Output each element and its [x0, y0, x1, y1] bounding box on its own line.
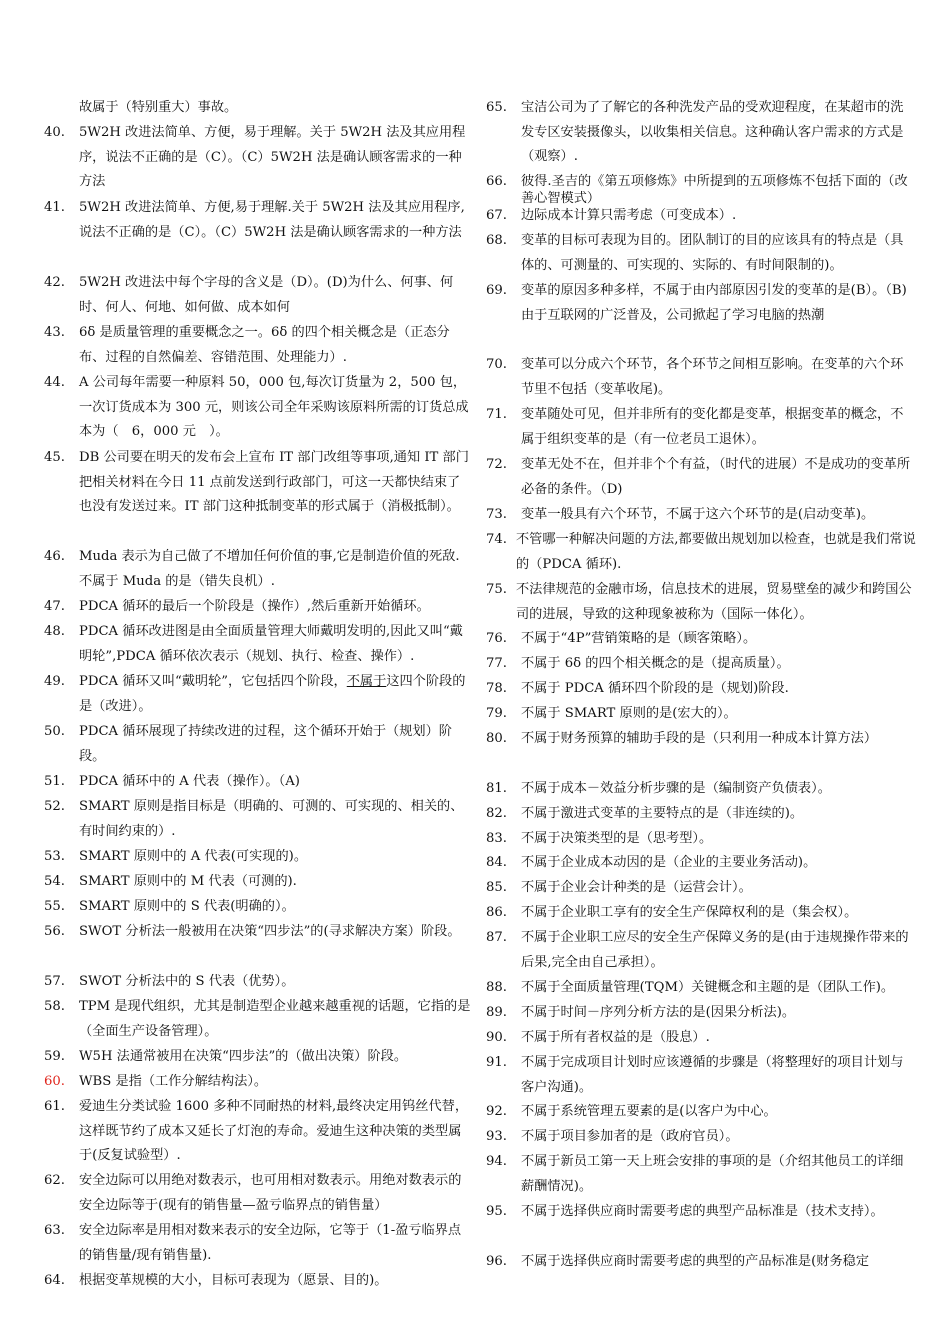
list-item: 68. 变革的目标可表现为目的。团队制订的目的应该具有的特点是（具体的、可测量的、可实现的、实际的、有时间限制的)。: [486, 233, 904, 273]
list-item: 71. 变革随处可见，但并非所有的变化都是变革，根据变革的概念，不属于组织变革的是（有一位老员工退休）。: [486, 407, 904, 447]
list-item: 60. WBS 是指（工作分解结构法）。: [44, 1074, 268, 1089]
list-item: 70. 变革可以分成六个环节，各个环节之间相互影响。在变革的六个环节里不包括（变革收尾)。: [486, 357, 904, 397]
list-item: 52. SMART 原则是指目标是（明确的、可测的、可实现的、相关的、有时间约束的）.: [44, 799, 464, 839]
list-item: 87. 不属于企业职工应尽的安全生产保障义务的是(由于违规操作带来的后果,完全由自己承担）。: [486, 930, 909, 970]
list-item: 54. SMART 原则中的 M 代表（可测的).: [44, 874, 297, 889]
list-item: 64. 根据变革规模的大小，目标可表现为（愿景、目的)。: [44, 1273, 388, 1288]
list-item: 74. 不管哪一种解决问题的方法,都要做出规划加以检查，也就是我们常说的（PDCA 循环).: [486, 532, 916, 572]
list-item: 75. 不法律规范的金融市场，信息技术的进展，贸易壁垒的减少和跨国公司的进展，导致的这种现象被称为（国际一体化）。: [486, 582, 912, 622]
list-item: 48. PDCA 循环改进图是由全面质量管理大师戴明发明的,因此又叫“戴明轮”,PDCA 循环依次表示（规划、执行、检查、操作）.: [44, 624, 463, 664]
list-item: 94. 不属于新员工第一天上班会安排的事项的是（介绍其他员工的详细薪酬情况)。: [486, 1154, 904, 1194]
list-item: 86. 不属于企业职工享有的安全生产保障权利的是（集会权）。: [486, 905, 858, 920]
list-item: 81. 不属于成本－效益分析步骤的是（编制资产负债表）。: [486, 781, 831, 796]
list-item: 72. 变革无处不在，但并非个个有益，（时代的进展）不是成功的变革所必备的条件。（D): [486, 457, 911, 497]
list-item: 90. 不属于所有者权益的是（股息）.: [486, 1030, 710, 1045]
list-item: 79. 不属于 SMART 原则的是(宏大的）。: [486, 706, 737, 721]
list-item: 84. 不属于企业成本动因的是（企业的主要业务活动)。: [486, 855, 817, 870]
list-item: 55. SMART 原则中的 S 代表(明确的）。: [44, 899, 295, 914]
list-item: 95. 不属于选择供应商时需要考虑的典型产品标准是（技术支持）。: [486, 1204, 884, 1219]
list-item: 65. 宝洁公司为了了解它的各种洗发产品的受欢迎程度，在某超市的洗发专区安装摄像头，以收集相关信息。这种确认客户需求的方式是（观察）.: [486, 100, 904, 164]
list-item: 66. 彼得.圣吉的《第五项修炼》中所提到的五项修炼不包括下面的（改善心智模式）: [486, 174, 908, 206]
list-item: 43. 6δ 是质量管理的重要概念之一。6δ 的四个相关概念是（正态分布、过程的自然偏差、容错范围、处理能力）.: [44, 325, 450, 365]
list-item: 82. 不属于激进式变革的主要特点的是（非连续的)。: [486, 806, 804, 821]
list-item: 49. PDCA 循环又叫“戴明轮”，它包括四个阶段，不属于这四个阶段的是（改进）。: [44, 674, 466, 714]
list-item: 63. 安全边际率是用相对数来表示的安全边际，它等于（1-盈亏临界点的销售量/现有销售量).: [44, 1223, 462, 1263]
list-item: 89. 不属于时间－序列分析方法的是(因果分析法)。: [486, 1005, 796, 1020]
list-item: 45. DB 公司要在明天的发布会上宣布 IT 部门改组等事项,通知 IT 部门把相关材料在今日 11 点前发送到行政部门，可这一天都快结束了也没有发送过来。IT 部门这种抵制变革的形式属于（消极抵制）。: [44, 450, 469, 514]
list-item: 77. 不属于 6δ 的四个相关概念的是（提高质量）。: [486, 656, 790, 671]
list-item: 83. 不属于决策类型的是（思考型）。: [486, 831, 713, 846]
list-item: 50. PDCA 循环展现了持续改进的过程，这个循环开始于（规划）阶段。: [44, 724, 452, 764]
list-item: 78. 不属于 PDCA 循环四个阶段的是（规划)阶段.: [486, 681, 789, 696]
list-item: 51. PDCA 循环中的 A 代表（操作）。（A): [44, 774, 300, 789]
list-item: 57. SWOT 分析法中的 S 代表（优势）。: [44, 974, 295, 989]
list-item: 85. 不属于企业会计种类的是（运营会计）。: [486, 880, 752, 895]
list-item: 92. 不属于系统管理五要素的是(以客户为中心。: [486, 1104, 777, 1119]
list-item: 88. 不属于全面质量管理(TQM）关键概念和主题的是（团队工作)。: [486, 980, 895, 995]
list-item: 44. A 公司每年需要一种原料 50，000 包,每次订货量为 2，500 包，一次订货成本为 300 元，则该公司全年采购该原料所需的订货总成本为（ 6，000 元 ）。: [44, 375, 469, 439]
list-item: 53. SMART 原则中的 A 代表(可实现的)。: [44, 849, 308, 864]
list-item: 40. 5W2H 改进法简单、方便，易于理解。关于 5W2H 法及其应用程序，说法不正确的是（C）。（C）5W2H 法是确认顾客需求的一种方法: [44, 125, 466, 189]
list-item: 62. 安全边际可以用绝对数表示，也可用相对数表示。用绝对数表示的安全边际等于(现有的销售量—盈亏临界点的销售量）: [44, 1173, 462, 1213]
list-item: 76. 不属于“4P”营销策略的是（顾客策略）。: [486, 631, 757, 646]
list-item: 80. 不属于财务预算的辅助手段的是（只利用一种成本计算方法）: [486, 731, 878, 746]
list-item: 故属于（特别重大）事故。: [79, 100, 238, 115]
list-item: 41. 5W2H 改进法简单、方便,易于理解.关于 5W2H 法及其应用程序,说法不正确的是（C）。（C）5W2H 法是确认顾客需求的一种方法: [44, 200, 465, 240]
list-item: 73. 变革一般具有六个环节，不属于这六个环节的是(启动变革)。: [486, 507, 875, 522]
list-item: 67. 边际成本计算只需考虑（可变成本）.: [486, 208, 737, 223]
list-item: 58. TPM 是现代组织，尤其是制造型企业越来越重视的话题，它指的是（全面生产设备管理）。: [44, 999, 471, 1039]
list-item: 61. 爱迪生分类试验 1600 多种不同耐热的材料,最终决定用钨丝代替，这样既节约了成本又延长了灯泡的寿命。爱迪生这种决策的类型属于(反复试验型）.: [44, 1099, 469, 1163]
list-item: 93. 不属于项目参加者的是（政府官员）。: [486, 1129, 739, 1144]
list-item: 91. 不属于完成项目计划时应该遵循的步骤是（将整理好的项目计划与客户沟通)。: [486, 1055, 904, 1095]
list-item: 59. W5H 法通常被用在决策“四步法”的（做出决策）阶段。: [44, 1049, 408, 1064]
list-item: 56. SWOT 分析法一般被用在决策“四步法”的(寻求解决方案）阶段。: [44, 924, 461, 939]
list-item: 69. 变革的原因多种多样，不属于由内部原因引发的变革的是(B）。（B)由于互联网的广泛普及，公司掀起了学习电脑的热潮: [486, 283, 907, 323]
list-item: 42. 5W2H 改进法中每个字母的含义是（D）。(D)为什么、何事、何时、何人、何地、如何做、成本如何: [44, 275, 454, 315]
list-item: 46. Muda 表示为自己做了不增加任何价值的事,它是制造价值的死敌.不属于 Muda 的是（错失良机）.: [44, 549, 460, 589]
list-item: 47. PDCA 循环的最后一个阶段是（操作）,然后重新开始循环。: [44, 599, 430, 614]
list-item: 96. 不属于选择供应商时需要考虑的典型的产品标准是(财务稳定: [486, 1254, 870, 1269]
